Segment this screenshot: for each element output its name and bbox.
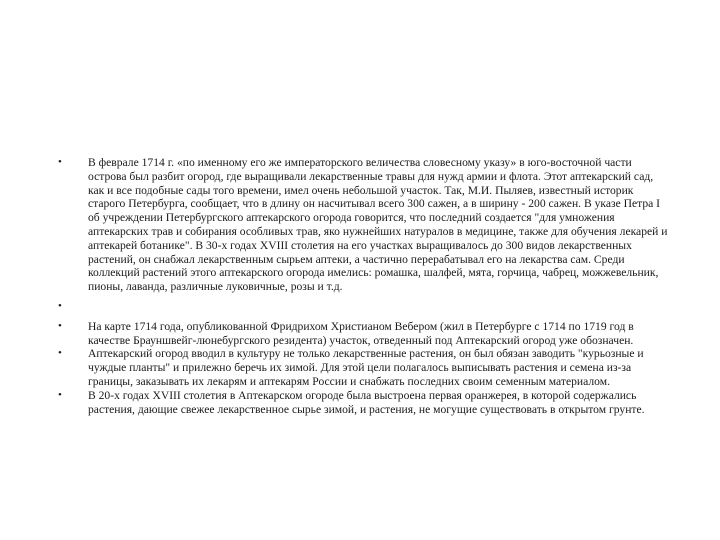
paragraph-1 <box>58 156 668 294</box>
bullet-icon: • <box>58 347 62 360</box>
paragraph-text: В 20-х годах XVIII столетия в Аптекарском огороде была выстроена первая оранжерея, в которой содержались растения, дающие свежее лекарственное сырье зимой, и растения, не могущие существовать в открытом грунте. <box>88 388 645 416</box>
paragraph-3 <box>58 320 668 348</box>
paragraph-text: Аптекарский огород вводил в культуру не только лекарственные растения, он был обязан заводить "курьозные и чуждые планты" и прилежно беречь их зимой. Для этой цели полагалось выписывать растения и семена из-за границы, заказывать их лекарям и аптекарям России и снабжать последних своим семенным материалом. <box>88 347 644 388</box>
bullet-list <box>58 156 668 416</box>
paragraph-4 <box>58 347 668 388</box>
paragraph-text: На карте 1714 года, опубликованной Фридрихом Христианом Вебером (жил в Петербурге с 1714 по 1719 год в качестве Брауншвейг-люнебургского резидента) участок, отведенный под Аптекарский огород уже обозначен. <box>88 319 634 347</box>
bullet-icon: • <box>58 299 62 312</box>
paragraph-5 <box>58 389 668 417</box>
bullet-icon: • <box>58 319 62 332</box>
bullet-icon: • <box>58 156 62 168</box>
paragraph-2-empty <box>58 300 668 314</box>
paragraph-text: В феврале 1714 г. «по именному его же императорского величества словесному указу» в юго-восточной части острова был разбит огород, где выращивали лекарственные травы для нужд армии и флота. Этот аптекарский сад, как и все подобные сады того времени, имел очень небольшой участок. Так, М.И. Пыляев, известный историк старого Петербурга, сообщает, что в длину он насчитывал всего 300 сажен, а в ширину - 200 сажен. В указе Петра I об учреждении Петербургского аптекарского огорода говорится, что последний создается "для умножения аптекарских трав и собирания особливых трав, яко нужнейших натуралов в медицине, также для обучения лекарей и аптекарей ботанике". В 30-х годах XVIII столетия на его участках выращивалось до 300 видов лекарственных растений, он снабжал лекарственным сырьем аптеки, а частично перерабатывал его на лекарства сам. Среди коллекций растений этого аптекарского огорода имелись: ромашка, шалфей, мята, горчица, чабрец, можжевельник, пионы, лаванда, различные луковичные, розы и т.д. <box>88 156 668 294</box>
bullet-icon: • <box>58 388 62 401</box>
